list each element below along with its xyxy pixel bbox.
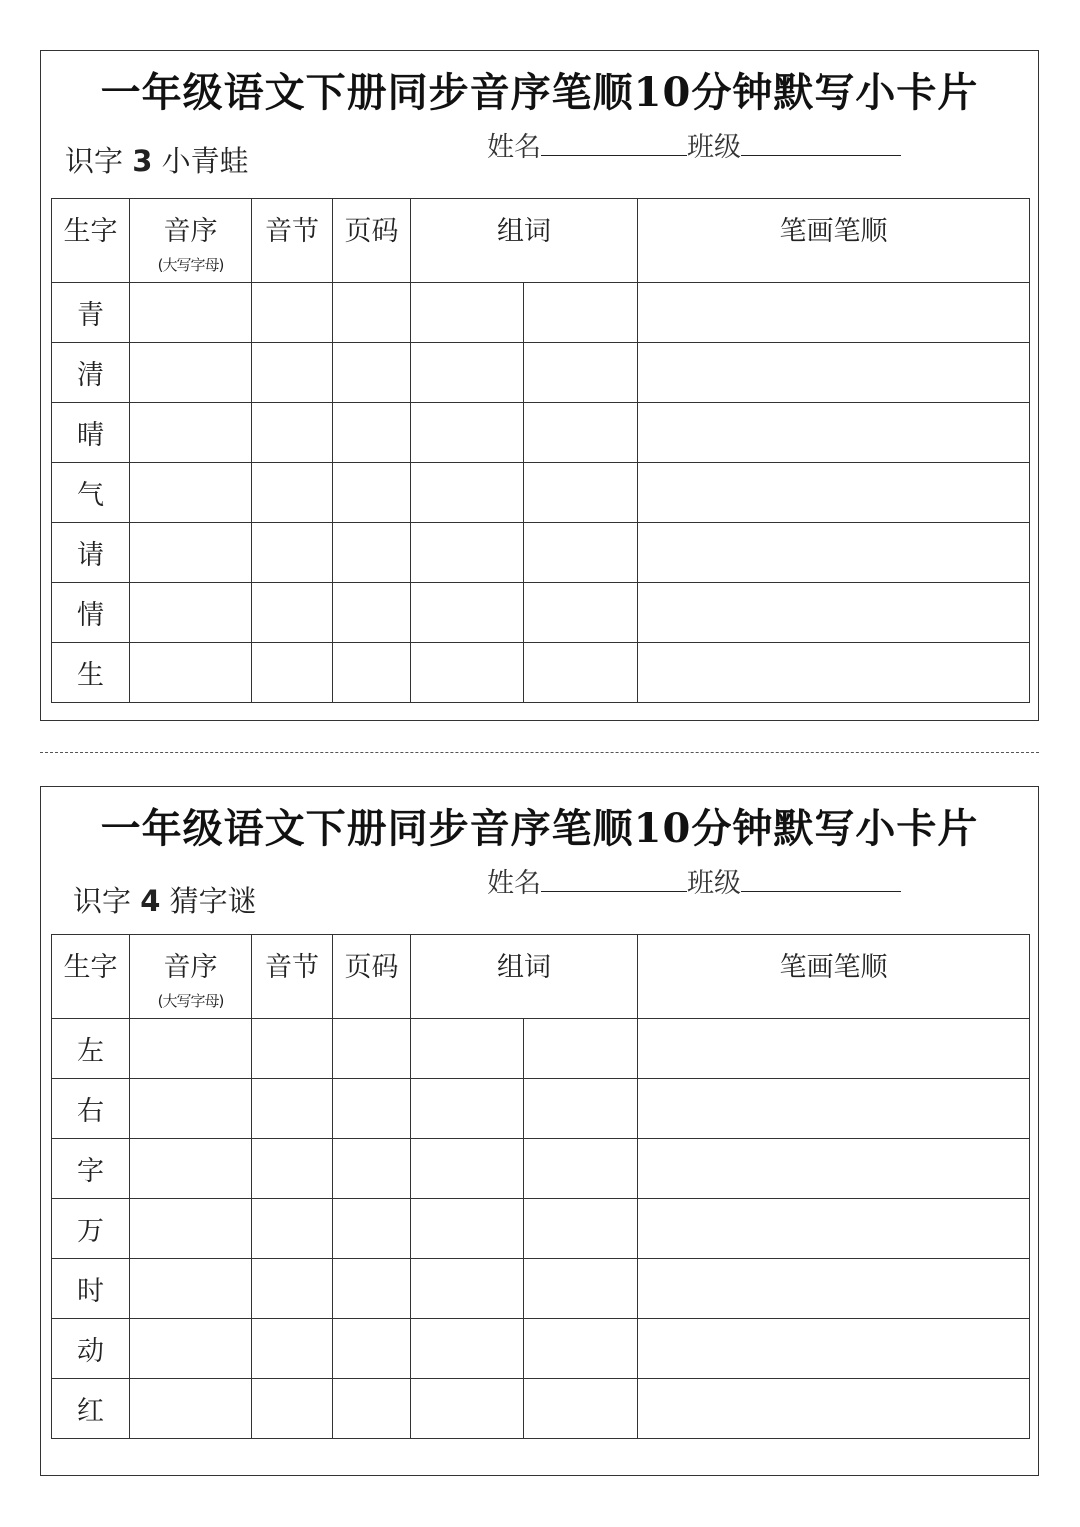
card-title: 一年级语文下册同步音序笔顺10分钟默写小卡片 xyxy=(100,69,979,116)
table-row xyxy=(52,1379,1030,1439)
cut-line xyxy=(40,752,1039,753)
syllable-cell[interactable] xyxy=(252,583,333,643)
word-cell-1[interactable] xyxy=(411,1259,524,1319)
order-cell[interactable] xyxy=(130,1259,252,1319)
student-info-fields xyxy=(487,125,901,164)
table-row xyxy=(52,1019,1030,1079)
class-blank[interactable] xyxy=(741,129,901,156)
word-cell-2[interactable] xyxy=(524,1259,638,1319)
page-cell[interactable] xyxy=(333,1259,411,1319)
table-row xyxy=(52,1079,1030,1139)
word-cell-1[interactable] xyxy=(411,643,524,703)
header-syllable: 音节 xyxy=(252,199,333,283)
table-body xyxy=(52,1019,1030,1439)
table-row xyxy=(52,343,1030,403)
char-cell: 气 xyxy=(52,463,130,523)
table-row xyxy=(52,643,1030,703)
syllable-cell[interactable] xyxy=(252,343,333,403)
order-cell[interactable] xyxy=(130,523,252,583)
word-cell-2[interactable] xyxy=(524,283,638,343)
page-cell[interactable] xyxy=(333,463,411,523)
lesson-prefix: 识字 xyxy=(73,884,132,918)
order-cell[interactable] xyxy=(130,403,252,463)
table-row xyxy=(52,463,1030,523)
page-cell[interactable] xyxy=(333,1379,411,1439)
table-row xyxy=(52,1259,1030,1319)
order-cell[interactable] xyxy=(130,1139,252,1199)
char-cell: 清 xyxy=(52,343,130,403)
word-cell-1[interactable] xyxy=(411,1319,524,1379)
char-cell: 字 xyxy=(52,1139,130,1199)
page-cell[interactable] xyxy=(333,283,411,343)
word-cell-2[interactable] xyxy=(524,1379,638,1439)
page-cell[interactable] xyxy=(333,1019,411,1079)
syllable-cell[interactable] xyxy=(252,1019,333,1079)
lesson-number: 4 xyxy=(140,884,161,918)
order-cell[interactable] xyxy=(130,1319,252,1379)
page-cell[interactable] xyxy=(333,523,411,583)
lesson-name: 小青蛙 xyxy=(161,144,249,178)
word-cell-1[interactable] xyxy=(411,403,524,463)
strokes-cell[interactable] xyxy=(638,283,1030,343)
word-cell-2[interactable] xyxy=(524,583,638,643)
table-body xyxy=(52,283,1030,703)
char-cell: 左 xyxy=(52,1019,130,1079)
word-cell-2[interactable] xyxy=(524,343,638,403)
header-words: 组词 xyxy=(411,199,638,283)
dictation-table xyxy=(51,934,1030,1439)
header-strokes: 笔画笔顺 xyxy=(638,935,1030,1019)
lesson-number: 3 xyxy=(132,144,153,178)
char-cell: 青 xyxy=(52,283,130,343)
syllable-cell[interactable] xyxy=(252,403,333,463)
page-cell[interactable] xyxy=(333,343,411,403)
dictation-card-2 xyxy=(40,786,1039,1476)
lesson-label xyxy=(65,139,249,180)
page-cell[interactable] xyxy=(333,583,411,643)
header-row xyxy=(52,199,1030,283)
header-row xyxy=(52,935,1030,1019)
order-cell[interactable] xyxy=(130,463,252,523)
strokes-cell[interactable] xyxy=(638,463,1030,523)
header-strokes: 笔画笔顺 xyxy=(638,199,1030,283)
strokes-cell[interactable] xyxy=(638,1079,1030,1139)
syllable-cell[interactable] xyxy=(252,283,333,343)
header-order xyxy=(130,935,252,1019)
page-cell[interactable] xyxy=(333,643,411,703)
header-page: 页码 xyxy=(333,935,411,1019)
header-page: 页码 xyxy=(333,199,411,283)
strokes-cell[interactable] xyxy=(638,403,1030,463)
table-row xyxy=(52,583,1030,643)
word-cell-2[interactable] xyxy=(524,1199,638,1259)
header-char: 生字 xyxy=(52,935,130,1019)
word-cell-1[interactable] xyxy=(411,1139,524,1199)
syllable-cell[interactable] xyxy=(252,1079,333,1139)
order-cell[interactable] xyxy=(130,583,252,643)
word-cell-1[interactable] xyxy=(411,583,524,643)
strokes-cell[interactable] xyxy=(638,1019,1030,1079)
strokes-cell[interactable] xyxy=(638,1139,1030,1199)
student-info-fields xyxy=(487,861,901,900)
syllable-cell[interactable] xyxy=(252,1379,333,1439)
char-cell: 晴 xyxy=(52,403,130,463)
word-cell-1[interactable] xyxy=(411,1079,524,1139)
header-char: 生字 xyxy=(52,199,130,283)
syllable-cell[interactable] xyxy=(252,1319,333,1379)
name-blank[interactable] xyxy=(541,129,687,156)
word-cell-2[interactable] xyxy=(524,1139,638,1199)
header-order-label: 音序 xyxy=(163,952,218,983)
word-cell-2[interactable] xyxy=(524,463,638,523)
table-row xyxy=(52,1199,1030,1259)
header-order-sub: (大写字母) xyxy=(157,992,224,1010)
strokes-cell[interactable] xyxy=(638,343,1030,403)
word-cell-2[interactable] xyxy=(524,523,638,583)
order-cell[interactable] xyxy=(130,1079,252,1139)
char-cell: 右 xyxy=(52,1079,130,1139)
order-cell[interactable] xyxy=(130,1019,252,1079)
char-cell: 动 xyxy=(52,1319,130,1379)
word-cell-1[interactable] xyxy=(411,1379,524,1439)
order-cell[interactable] xyxy=(130,1199,252,1259)
table-row xyxy=(52,1139,1030,1199)
class-blank[interactable] xyxy=(741,865,901,892)
word-cell-2[interactable] xyxy=(524,1079,638,1139)
table-row xyxy=(52,1319,1030,1379)
lesson-label xyxy=(73,879,257,920)
page-cell[interactable] xyxy=(333,1139,411,1199)
lesson-name: 猜字谜 xyxy=(169,884,257,918)
order-cell[interactable] xyxy=(130,343,252,403)
syllable-cell[interactable] xyxy=(252,523,333,583)
lesson-prefix: 识字 xyxy=(65,144,124,178)
word-cell-1[interactable] xyxy=(411,1019,524,1079)
order-cell[interactable] xyxy=(130,643,252,703)
strokes-cell[interactable] xyxy=(638,1199,1030,1259)
page-cell[interactable] xyxy=(333,1319,411,1379)
strokes-cell[interactable] xyxy=(638,643,1030,703)
word-cell-2[interactable] xyxy=(524,1019,638,1079)
header-order xyxy=(130,199,252,283)
name-label: 姓名 xyxy=(487,868,541,899)
order-cell[interactable] xyxy=(130,1379,252,1439)
syllable-cell[interactable] xyxy=(252,1199,333,1259)
word-cell-2[interactable] xyxy=(524,403,638,463)
header-order-sub: (大写字母) xyxy=(157,256,224,274)
name-blank[interactable] xyxy=(541,865,687,892)
word-cell-1[interactable] xyxy=(411,343,524,403)
char-cell: 请 xyxy=(52,523,130,583)
word-cell-1[interactable] xyxy=(411,523,524,583)
strokes-cell[interactable] xyxy=(638,583,1030,643)
name-label: 姓名 xyxy=(487,132,541,163)
word-cell-1[interactable] xyxy=(411,283,524,343)
page-cell[interactable] xyxy=(333,1079,411,1139)
page-cell[interactable] xyxy=(333,1199,411,1259)
header-order-label: 音序 xyxy=(163,216,218,247)
table-row xyxy=(52,403,1030,463)
syllable-cell[interactable] xyxy=(252,1139,333,1199)
char-cell: 时 xyxy=(52,1259,130,1319)
table-row xyxy=(52,283,1030,343)
card-title: 一年级语文下册同步音序笔顺10分钟默写小卡片 xyxy=(100,805,979,852)
class-label: 班级 xyxy=(687,132,741,163)
dictation-table xyxy=(51,198,1030,703)
word-cell-1[interactable] xyxy=(411,463,524,523)
word-cell-1[interactable] xyxy=(411,1199,524,1259)
header-words: 组词 xyxy=(411,935,638,1019)
dictation-card-1 xyxy=(40,50,1039,721)
char-cell: 万 xyxy=(52,1199,130,1259)
char-cell: 生 xyxy=(52,643,130,703)
word-cell-2[interactable] xyxy=(524,1319,638,1379)
char-cell: 红 xyxy=(52,1379,130,1439)
header-syllable: 音节 xyxy=(252,935,333,1019)
page-cell[interactable] xyxy=(333,403,411,463)
class-label: 班级 xyxy=(687,868,741,899)
strokes-cell[interactable] xyxy=(638,523,1030,583)
syllable-cell[interactable] xyxy=(252,643,333,703)
char-cell: 情 xyxy=(52,583,130,643)
strokes-cell[interactable] xyxy=(638,1259,1030,1319)
syllable-cell[interactable] xyxy=(252,1259,333,1319)
word-cell-2[interactable] xyxy=(524,643,638,703)
order-cell[interactable] xyxy=(130,283,252,343)
table-row xyxy=(52,523,1030,583)
strokes-cell[interactable] xyxy=(638,1319,1030,1379)
strokes-cell[interactable] xyxy=(638,1379,1030,1439)
syllable-cell[interactable] xyxy=(252,463,333,523)
